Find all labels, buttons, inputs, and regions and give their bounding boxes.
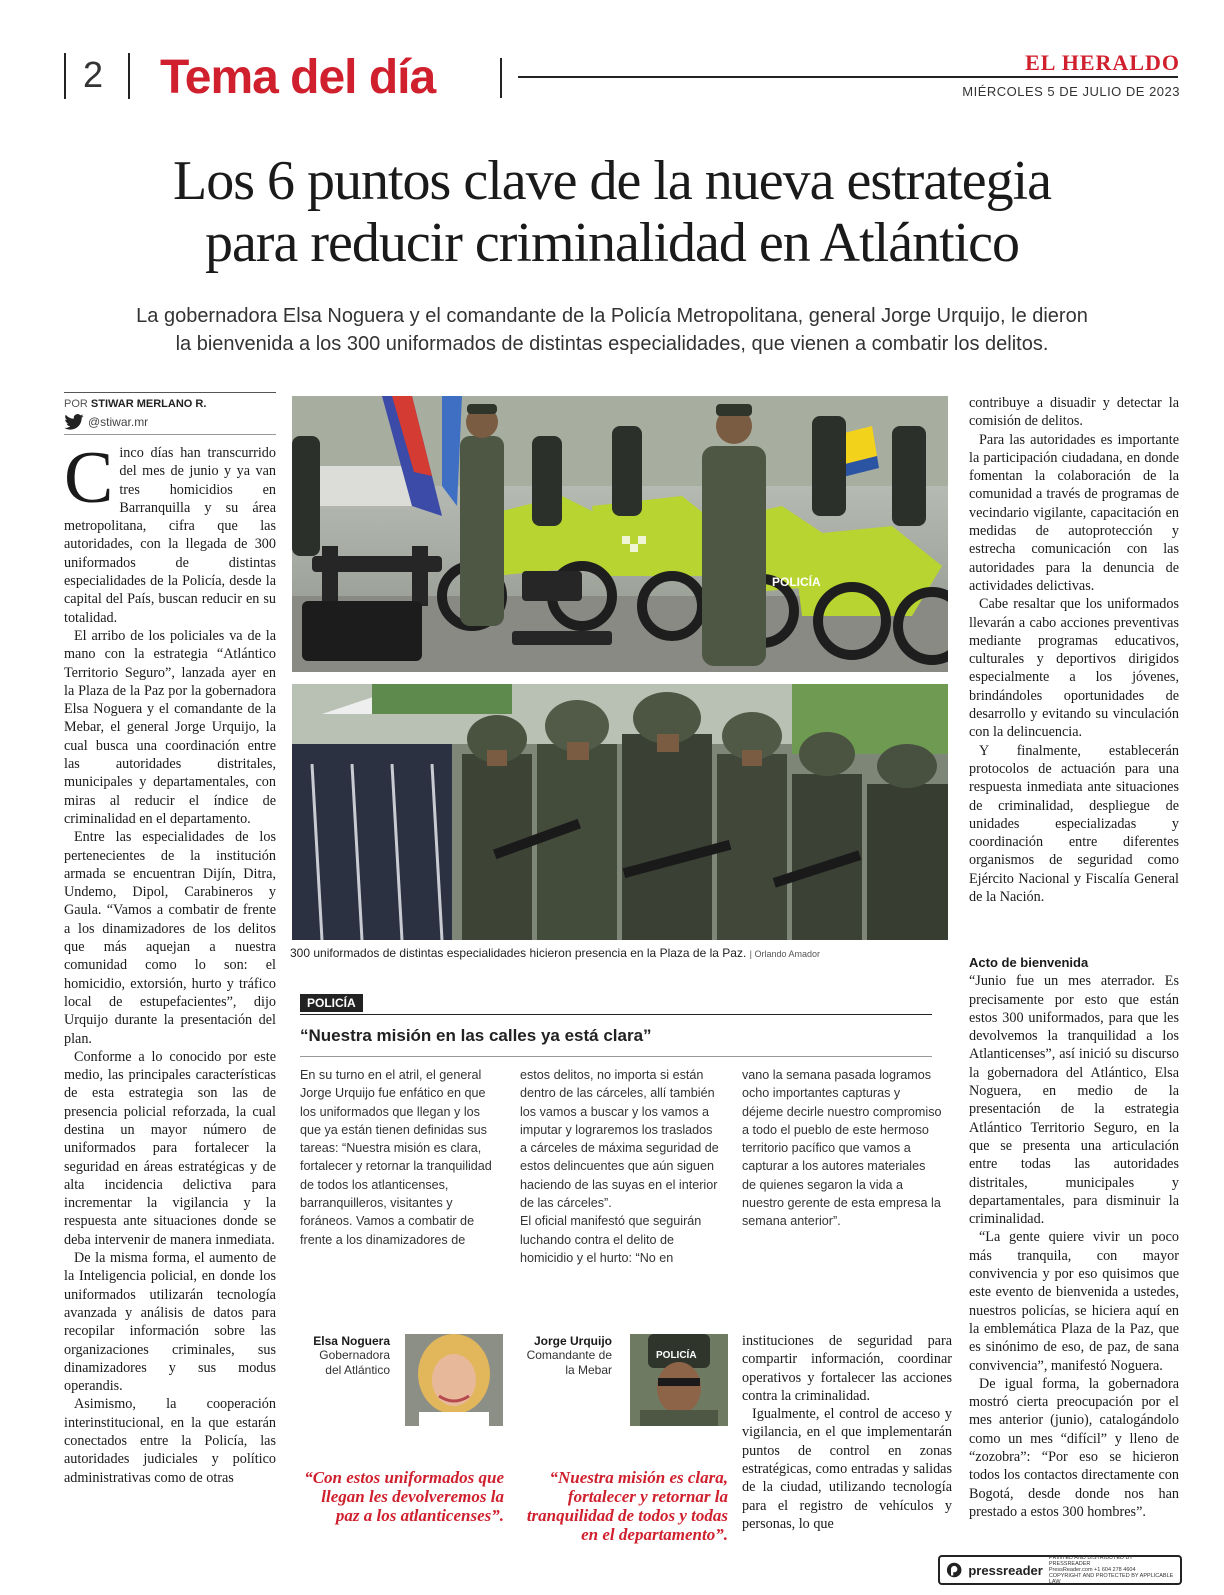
deck-line: La gobernadora Elsa Noguera y el comandante de la Policía Metropolitana, general Jorge Urquijo, le dieron — [136, 305, 1088, 327]
bike-police-label: POLICÍA — [772, 575, 821, 589]
paragraph: Conforme a lo conocido por este medio, las principales características de esta estrategia son las de presencia policial reforzada, la cual destina un mayor número de uniformados para fortalecer la seguridad en áreas estratégicas y de alta incidencia delictiva para incrementar la vigilancia y la respuesta ante situaciones donde se deba intervenir de manera inmediata. — [64, 1048, 276, 1248]
paragraph: “Junio fue un mes aterrador. Es precisamente por esto que están estos 300 uniformados, para que les devolvemos la tranquilidad a los Atlanticenses”, así inició su discurso la gobernadora del Atlántico, Elsa Noguera, en medio de la presentación de la estrategia Atlántico Territorio Seguro, en la que se presenta una articulación entre todas las autoridades distritales, municipales y departamentales, para disminuir la criminalidad. — [969, 973, 1179, 1228]
person-role: la Mebar — [565, 1363, 612, 1377]
caption-text: 300 uniformados de distintas especialidades hicieron presencia en la Plaza de la Paz. — [290, 946, 747, 960]
paragraph: “La gente quiere vivir un poco más tranquila, con mayor convivencia y por eso quisimos que este evento de bienvenida a ustedes, nuestros policías, se hiciera aquí en la emblemática Plaza de la Paz, que es sinónimo de eso, de paz, de sana convivencia”, manifestó Noguera. — [969, 1229, 1179, 1374]
person-role: Gobernadora — [319, 1348, 390, 1362]
headline — [40, 150, 1184, 274]
article-column-1 — [64, 444, 276, 1554]
pressreader-badge — [938, 1555, 1182, 1585]
paragraph: Y finalmente, establecerán protocolos de actuación para una respuesta inmediata ante situaciones de criminalidad, despliegue de unidades especializadas y coordinación entre diferentes organismos de seguridad como Ejército Nacional y Fiscalía General de la Nación. — [969, 742, 1179, 906]
troops-illustration — [292, 684, 948, 940]
photo-police-motorcycles — [292, 396, 948, 672]
paragraph: estos delitos, no importa si están dentro de las cárceles, allí también los vamos a buscar y los vamos a imputar y lograremos los traslados a cárceles de máxima seguridad de estos delincuentes que aún siguen haciendo de las suyas en el interior de las cárceles”. — [520, 1068, 719, 1211]
person-name: Elsa Noguera — [313, 1334, 390, 1348]
person-name: Jorge Urquijo — [533, 1334, 612, 1348]
byline-rule — [64, 434, 276, 435]
deck-line: la bienvenida a los 300 uniformados de distintas especialidades, que vienen a combatir los delitos. — [175, 333, 1049, 355]
paragraph: contribuye a disuadir y detectar la comisión de delitos. — [969, 395, 1179, 430]
handle-text: @stiwar.mr — [88, 415, 149, 429]
cap-police-label: POLICÍA — [656, 1350, 697, 1361]
drop-cap: C — [64, 444, 114, 519]
photo-credit: | Orlando Amador — [749, 949, 820, 959]
issue-date: MIÉRCOLES 5 DE JULIO DE 2023 — [962, 84, 1180, 99]
header-divider — [500, 58, 502, 98]
box-column-3 — [742, 1066, 942, 1231]
photo-caption — [290, 946, 950, 960]
byline-rule — [64, 392, 276, 393]
paragraph: El oficial manifestó que seguirán luchando contra el delito de homicidio y el hurto: “No en — [520, 1214, 702, 1265]
person-role: del Atlántico — [325, 1363, 390, 1377]
motorcycles-illustration — [292, 396, 948, 672]
deck — [40, 302, 1184, 358]
box-rule — [300, 1014, 932, 1015]
paragraph: vano la semana pasada logramos ocho importantes capturas y déjeme decirle nuestro compromiso a todo el pueblo de este hermoso territorio pacífico que vamos a capturar a los autores materiales de quienes segaron la vida a nuestro gerente de esta empresa la semana anterior”. — [742, 1068, 942, 1229]
photo-uniformed-troops — [292, 684, 948, 940]
portrait-urquijo — [630, 1334, 728, 1426]
box-title: “Nuestra misión en las calles ya está clara” — [300, 1026, 652, 1045]
paragraph: De igual forma, la gobernadora mostró cierta preocupación por el mes anterior (junio), catalogándolo como un mes “difícil” y lleno de “zozobra”: “Por eso se hicieron todos los contactos directamente con Bogotá, desde donde nos han prestado a estos 300 hombres”. — [969, 1375, 1179, 1520]
paragraph: En su turno en el atril, el general Jorge Urquijo fue enfático en que los uniformados que llegan y los que ya están tienen definidas sus tareas: “Nuestra misión es clara, fortalecer y retornar la tranquilidad de todos los atlanticenses, barranquilleros, visitantes y foráneos. Vamos a combatir de frente a los dinamizadores de — [300, 1068, 492, 1247]
paragraph: Cinco días han transcurrido del mes de junio y ya van tres homicidios en Barranquilla y su área metropolitana, cifra que las autoridades, con la llegada de 300 uniformados de distintas especialidades de la Policía, desde la capital del País, buscan reducir en su totalidad. — [64, 444, 276, 626]
box-column-2 — [520, 1066, 720, 1267]
paragraph: Para las autoridades es importante la participación ciudadana, en donde fomentan la colaboración de la comunidad a través de programas de vecindario vigilante, capacitación en medidas de autoprotección y estrecha comunicación con las autoridades para la denuncia de actividades delictivas. — [969, 431, 1179, 594]
person-role: Comandante de — [526, 1348, 612, 1362]
box-column-1 — [300, 1066, 500, 1249]
byline-prefix: POR — [64, 398, 88, 410]
paragraph: Cabe resaltar que los uniformados llevarán a cabo acciones preventivas mediante programas educativos, culturales y deportivos dirigidos especialmente a los jóvenes, brindándoles oportunidades de desarrollo y evitando su vinculación con la delincuencia. — [969, 596, 1179, 741]
person-card-noguera — [300, 1334, 390, 1378]
byline — [64, 398, 206, 410]
twitter-icon — [64, 414, 84, 430]
category-tag: POLICÍA — [300, 994, 363, 1012]
author-handle — [64, 414, 148, 430]
section-title: Tema del día — [160, 51, 436, 104]
header-rule — [518, 76, 1178, 78]
box-rule — [300, 1056, 932, 1057]
person-card-urquijo — [520, 1334, 612, 1378]
paragraph: El arribo de los policiales va de la mano con la estrategia “Atlántico Territorio Seguro”, lanzada ayer en la Plaza de la Paz por la gobernadora Elsa Noguera y el comandante de la Mebar, el general Jorge Urquijo, la cual busca una coordinación entre las autoridades distritales, municipales y departamentales, con miras al reducir el índice de criminalidad en el departamento. — [64, 627, 276, 827]
paragraph: Igualmente, el control de acceso y vigilancia, en el que implementarán puntos de control en zonas estratégicas, como entradas y salidas de la ciudad, utilizando tecnología para el registro de vehículos y personas, lo que — [742, 1406, 952, 1532]
pressreader-notice: PRINTED AND DISTRIBUTED BY PRESSREADER PressReader.com +1 604 278 4604 COPYRIGHT AND PROTECTED BY APPLICABLE LAW — [1048, 1555, 1174, 1585]
header-divider — [64, 53, 66, 99]
author-name: STIWAR MERLANO R. — [90, 398, 207, 410]
pull-quote-noguera: “Con estos uniformados que llegan les devolveremos la paz a los atlanticenses”. — [304, 1468, 504, 1525]
headline-line: Los 6 puntos clave de la nueva estrategia — [173, 150, 1051, 212]
paragraph: Asimismo, la cooperación interinstitucional, en la que estarán conectados entre la Policía, las autoridades judiciales y político administrativas como de otras — [64, 1396, 276, 1486]
pressreader-logo: pressreader — [968, 1562, 1043, 1578]
article-column-right — [969, 394, 1179, 942]
pressreader-icon — [946, 1561, 962, 1579]
article-column-mid — [742, 1332, 952, 1552]
paragraph: De la misma forma, el aumento de la Inteligencia policial, en donde los uniformados utilizarán tecnología avanzada y análisis de datos para recopilar información sobre las organizaciones criminales, sus dinamizadores y sus modus operandis. — [64, 1250, 276, 1395]
paragraph: instituciones de seguridad para compartir información, coordinar operativos y fortalecer las acciones contra la criminalidad. — [742, 1333, 952, 1404]
article-column-right-2 — [969, 950, 1179, 1550]
header-divider — [128, 53, 130, 99]
pull-quote-urquijo: “Nuestra misión es clara, fortalecer y retornar la tranquilidad de todos y todas en el departamento”. — [526, 1468, 728, 1544]
paragraph: Entre las especialidades de los pertenecientes de la institución armada se encuentran Dijín, Ditra, Undemo, Dipol, Carabineros y Gaula. “Vamos a combatir de frente a los dinamizadores de los delitos que más aquejan a nuestra comunidad como lo son: el homicidio, extorsión, hurto y tráfico local de estupefacientes”, dijo Urquijo durante la presentación del plan. — [64, 829, 276, 1047]
page-number: 2 — [83, 54, 104, 95]
subhead: Acto de bienvenida — [969, 955, 1089, 970]
headline-line: para reducir criminalidad en Atlántico — [204, 212, 1020, 274]
portrait-noguera — [405, 1334, 503, 1426]
newspaper-name: EL HERALDO — [1025, 50, 1180, 75]
